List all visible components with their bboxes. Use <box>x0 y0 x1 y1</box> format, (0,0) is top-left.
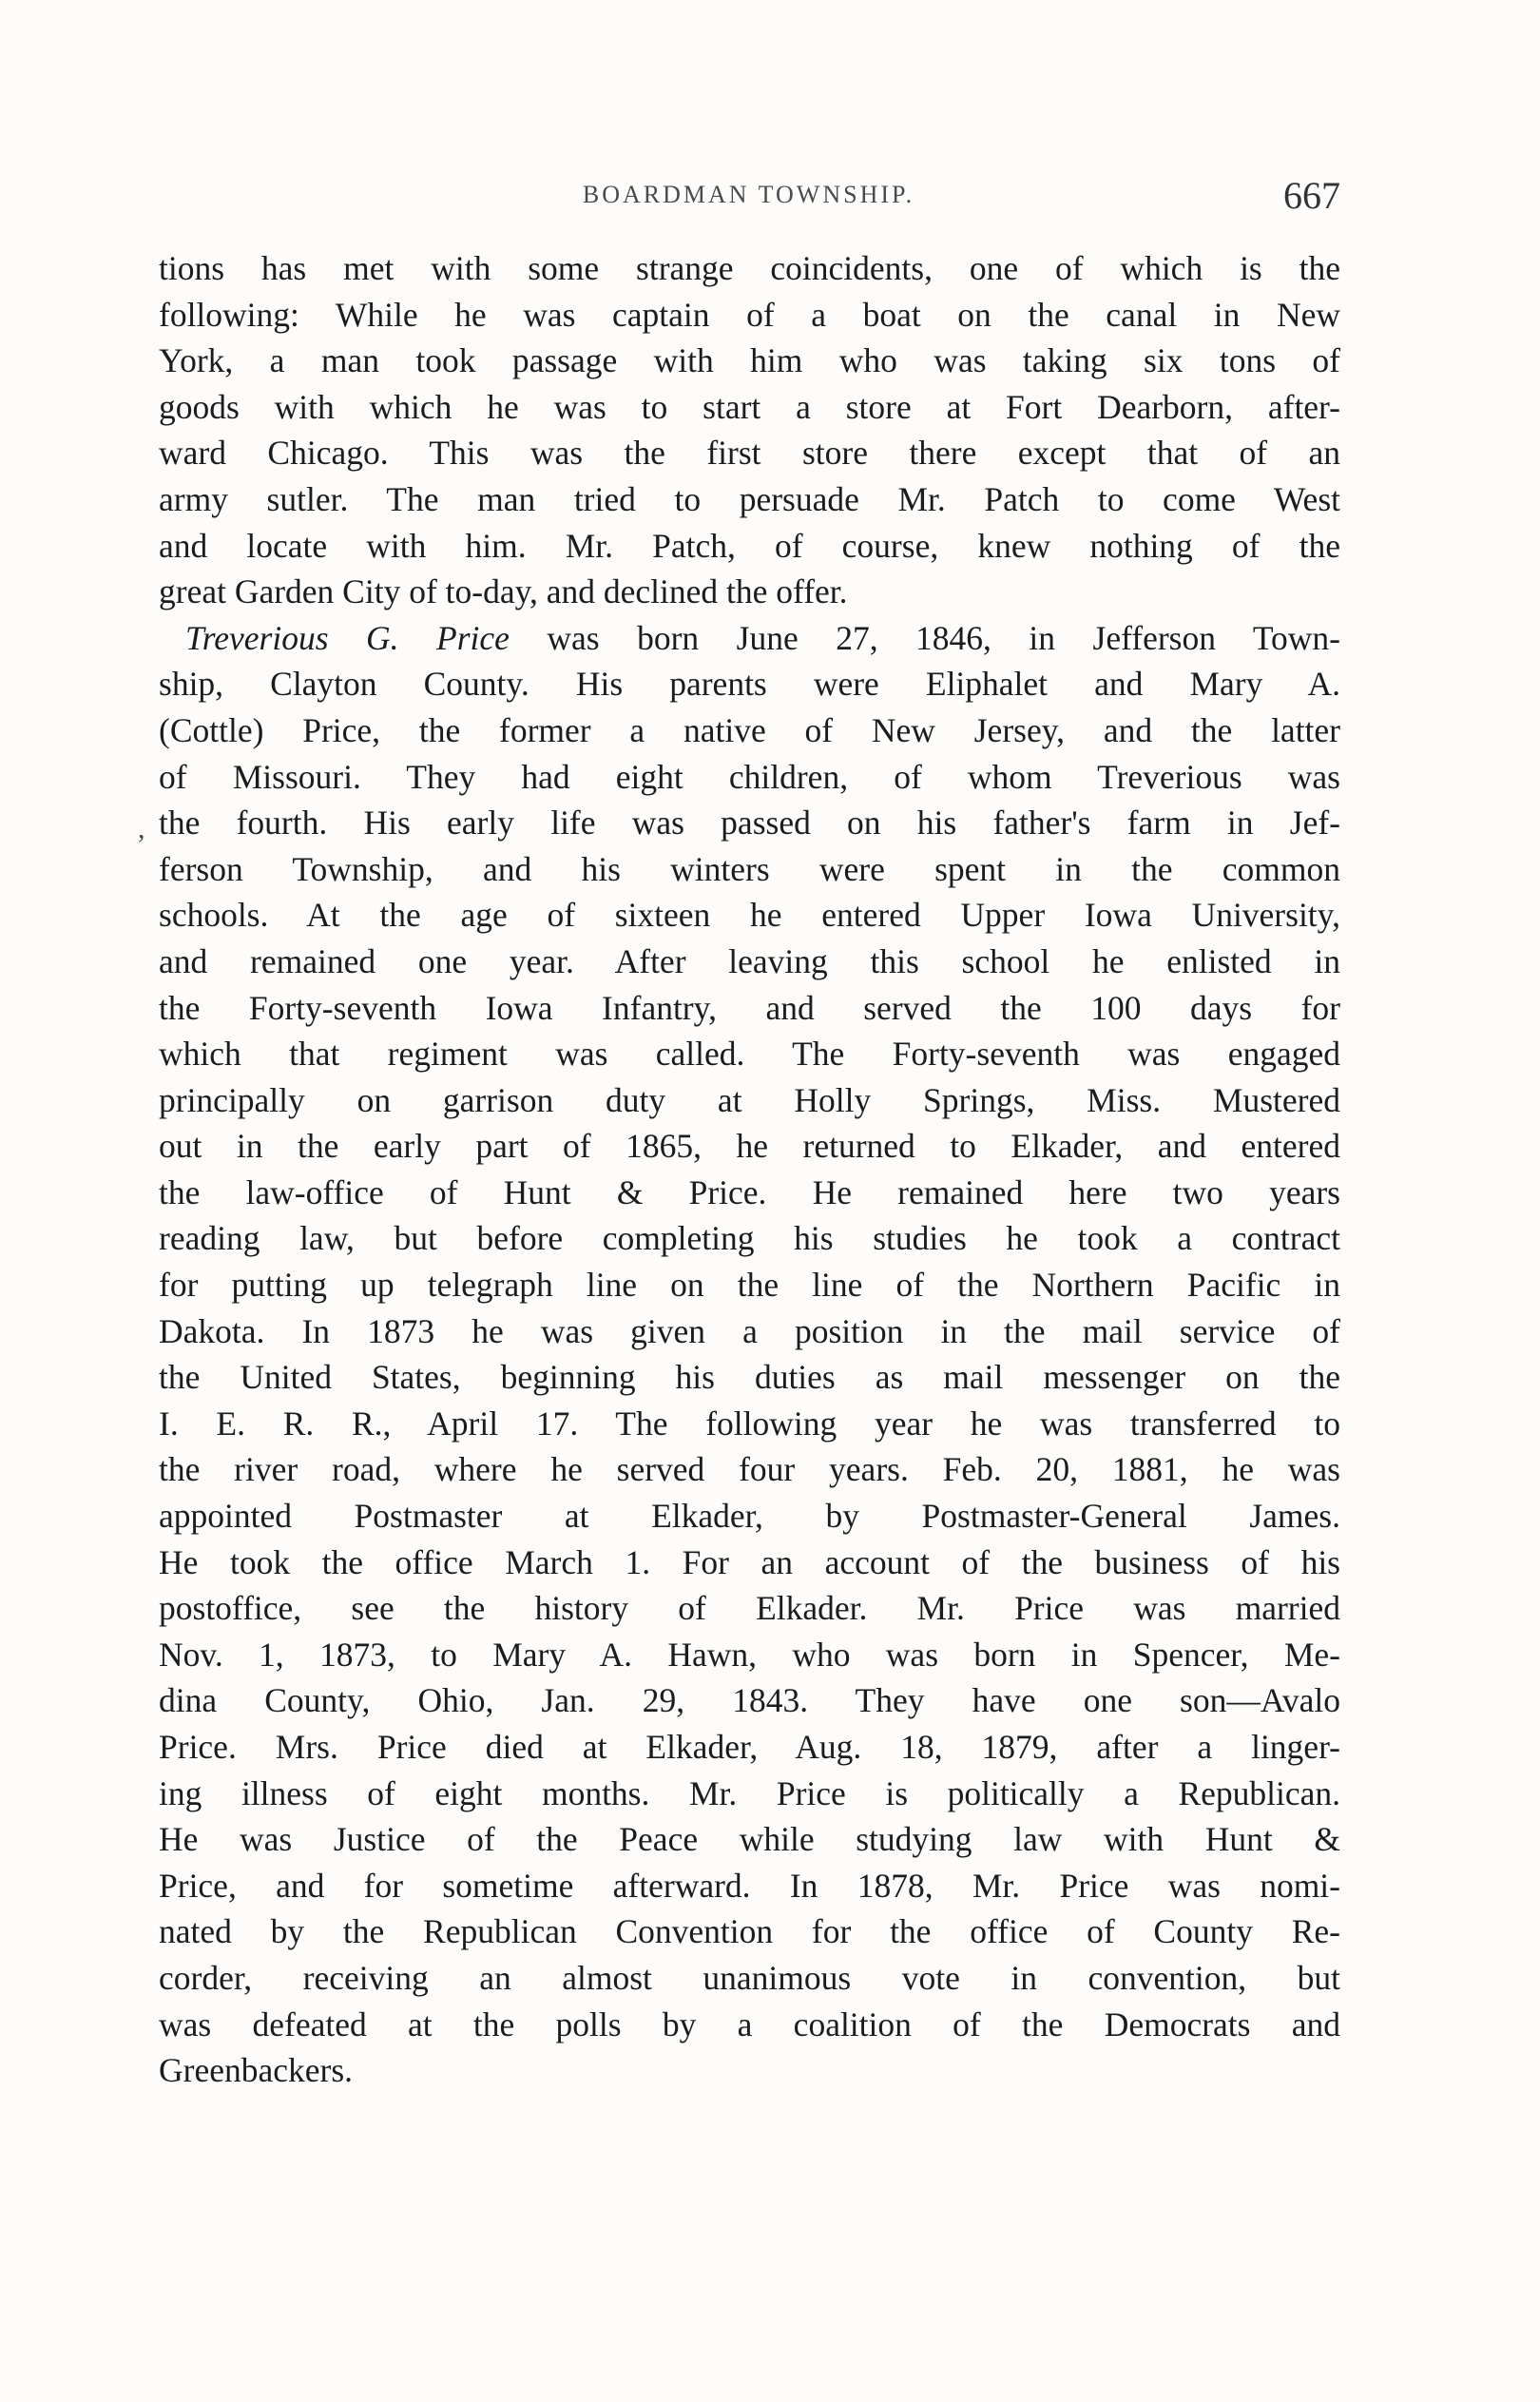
text-line: corder, receiving an almost unanimous vote in convention, but <box>159 1958 1340 1997</box>
text-line: postoffice, see the history of Elkader. Mr. Price was married <box>159 1589 1340 1628</box>
body-text <box>159 245 1340 2094</box>
text-line: and locate with him. Mr. Patch, of course, knew nothing of the <box>159 526 1340 565</box>
text-line: the river road, where he served four years. Feb. 20, 1881, he was <box>159 1450 1340 1489</box>
text-line: (Cottle) Price, the former a native of New Jersey, and the latter <box>159 710 1340 749</box>
text-line: Price. Mrs. Price died at Elkader, Aug. 18, 1879, after a linger- <box>159 1728 1340 1766</box>
page-number: 667 <box>1283 174 1340 217</box>
text-line: for putting up telegraph line on the line of the Northern Pacific in <box>159 1266 1340 1305</box>
margin-mark: , <box>138 813 145 844</box>
text-line: great Garden City of to-day, and declined the offer. <box>159 572 848 611</box>
text-line: ship, Clayton County. His parents were Eliphalet and Mary A. <box>159 665 1340 704</box>
running-head <box>157 173 1340 221</box>
text-line: of Missouri. They had eight children, of whom Treverious was <box>159 757 1340 796</box>
running-title: BOARDMAN TOWNSHIP. <box>582 181 915 208</box>
text-line: ward Chicago. This was the first store there except that of an <box>159 434 1340 473</box>
text-line: Price, and for sometime afterward. In 1878, Mr. Price was nomi- <box>159 1866 1340 1905</box>
text-line: nated by the Republican Convention for the office of County Re- <box>159 1912 1340 1951</box>
text-line: Dakota. In 1873 he was given a position in the mail service of <box>159 1311 1340 1350</box>
text-line: Nov. 1, 1873, to Mary A. Hawn, who was born in Spencer, Me- <box>159 1635 1340 1674</box>
text-line: the law-office of Hunt & Price. He remained here two years <box>159 1172 1340 1211</box>
text-line: which that regiment was called. The Forty-seventh was engaged <box>159 1035 1340 1074</box>
text-line: principally on garrison duty at Holly Springs, Miss. Mustered <box>159 1080 1340 1119</box>
text-line: and remained one year. After leaving this school he enlisted in <box>159 941 1340 980</box>
biography-opening-text: was born June 27, 1846, in Jefferson Town- <box>547 618 1340 657</box>
biography-name: Treverious G. Price <box>185 618 510 657</box>
text-line: was defeated at the polls by a coalition of the Democrats and <box>159 2005 1340 2044</box>
text-line: following: While he was captain of a boat on the canal in New <box>159 295 1340 334</box>
text-line: dina County, Ohio, Jan. 29, 1843. They have one son—Avalo <box>159 1681 1340 1720</box>
text-line: goods with which he was to start a store at Fort Dearborn, after- <box>159 387 1340 426</box>
text-line: He took the office March 1. For an account of the business of his <box>159 1542 1340 1581</box>
text-line: army sutler. The man tried to persuade Mr. Patch to come West <box>159 479 1340 518</box>
biography-opening-line <box>159 615 1340 662</box>
text-line: Greenbackers. <box>159 2051 354 2090</box>
text-line: out in the early part of 1865, he returned to Elkader, and entered <box>159 1127 1340 1166</box>
text-line: ferson Township, and his winters were spent in the common <box>159 849 1340 888</box>
text-line: ing illness of eight months. Mr. Price is politically a Republican. <box>159 1773 1340 1812</box>
text-line: He was Justice of the Peace while studying law with Hunt & <box>159 1820 1340 1859</box>
text-line: the fourth. His early life was passed on his father's farm in Jef- <box>159 804 1340 843</box>
text-line: the United States, beginning his duties as mail messenger on the <box>159 1358 1340 1397</box>
text-line: tions has met with some strange coincidents, one of which is the <box>159 249 1340 287</box>
text-line: the Forty-seventh Iowa Infantry, and served the 100 days for <box>159 988 1340 1027</box>
text-line: York, a man took passage with him who was taking six tons of <box>159 341 1340 380</box>
text-line: schools. At the age of sixteen he entered Upper Iowa University, <box>159 896 1340 935</box>
text-line: appointed Postmaster at Elkader, by Postmaster-General James. <box>159 1497 1340 1536</box>
text-line: I. E. R. R., April 17. The following year he was transferred to <box>159 1404 1340 1443</box>
text-line: reading law, but before completing his studies he took a contract <box>159 1219 1340 1258</box>
